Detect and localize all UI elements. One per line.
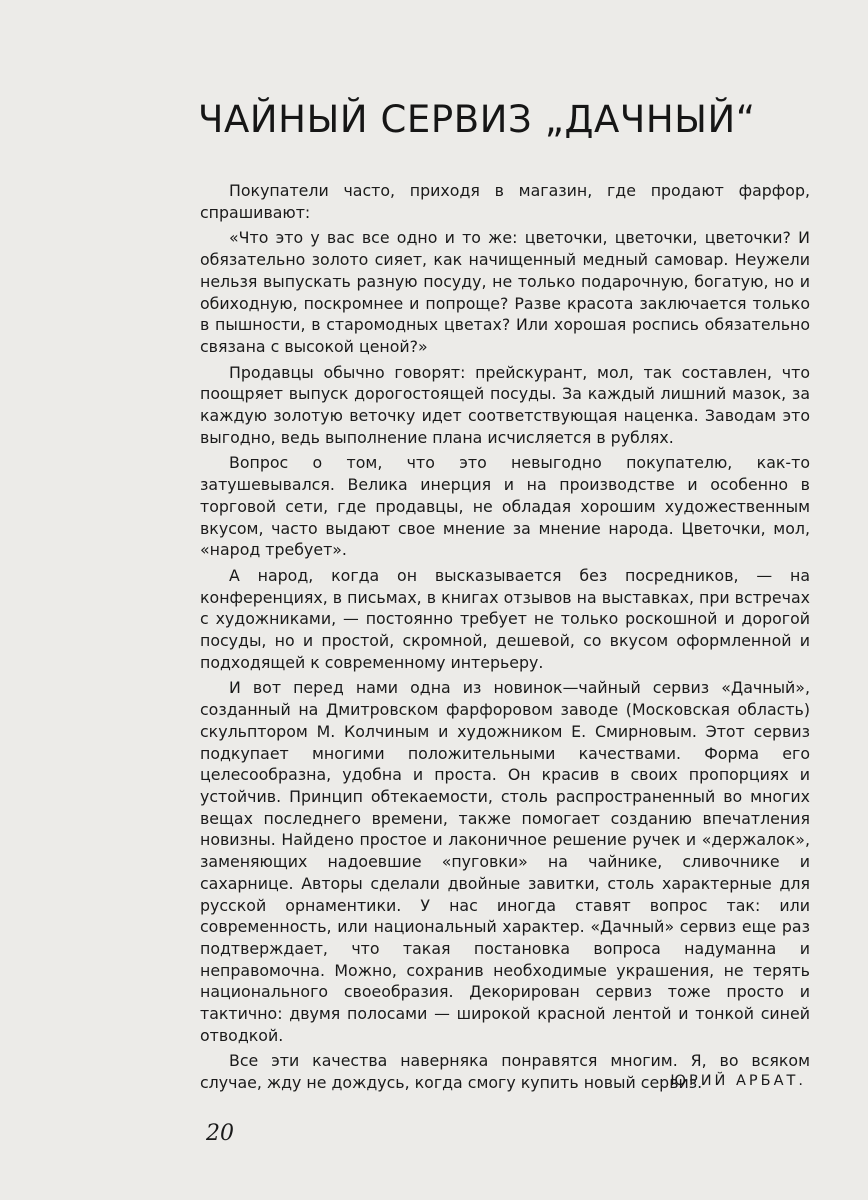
article-body [200,180,810,1098]
page-number: 20 [206,1121,234,1146]
paragraph: Все эти качества наверняка понравятся многим. Я, во всяком случае, жду не дождусь, когда смогу купить новый сервиз. [200,1051,810,1093]
author-signature: ЮРИЙ АРБАТ. [670,1073,806,1089]
paragraph: «Что это у вас все одно и то же: цветочки, цветочки, цветочки? И обязательно золото сияет, как начищенный медный самовар. Неужели нельзя выпускать разную посуду, не только подарочную, богатую, но и обиходную, поскромнее и попроще? Разве красота заключается только в пышности, в старомодных цветах? Или хорошая роспись обязательно связана с высокой ценой?» [200,228,810,356]
article-title: ЧАЙНЫЙ СЕРВИЗ „ДАЧНЫЙ“ [198,98,756,141]
paragraph: А народ, когда он высказывается без посредников, — на конференциях, в письмах, в книгах отзывов на выставках, при встречах с художниками, — постоянно требует не только роскошной и дорогой посуды, но и простой, скромной, дешевой, со вкусом оформленной и подходящей к современному интерьеру. [200,565,810,672]
paragraph: Продавцы обычно говорят: прейскурант, мол, так составлен, что поощряет выпуск дорогостоящей посуды. За каждый лишний мазок, за каждую золотую веточку идет соответствующая наценка. Заводам это выгодно, ведь выполнение плана исчисляется в рублях. [200,362,810,447]
paragraph: Покупатели часто, приходя в магазин, где продают фарфор, спрашивают: [200,181,810,222]
paragraph: И вот перед нами одна из новинок—чайный сервиз «Дачный», созданный на Дмитровском фарфоровом заводе (Московская область) скульптором М. Колчиным и художником Е. Смирновым. Этот сервиз подкупает многими положительными качествами. Форма его целесообразна, удобна и проста. Он красив в своих пропорциях и устойчив. Принцип обтекаемости, столь распространенный во многих вещах последнего времени, также помогает созданию впечатления новизны. Найдено простое и лаконичное решение ручек и «держалок», заменяющих надоевшие «пуговки» на чайнике, сливочнике и сахарнице. Авторы сделали двойные завитки, столь характерные для русской орнаментики. У нас иногда ставят вопрос так: или современность, или национальный характер. «Дачный» сервиз еще раз подтверждает, что такая постановка вопроса надуманна и неправомочна. Можно, сохранив необходимые украшения, не терять национального своеобразия. Декорирован сервиз тоже просто и тактично: двумя полосами — широкой красной лентой и тонкой синей отводкой. [200,678,810,1045]
paragraph: Вопрос о том, что это невыгодно покупателю, как-то затушевывался. Велика инерция и на производстве и особенно в торговой сети, где продавцы, не обладая хорошим художественным вкусом, часто выдают свое мнение за мнение народа. Цветочки, мол, «народ требует». [200,453,810,560]
